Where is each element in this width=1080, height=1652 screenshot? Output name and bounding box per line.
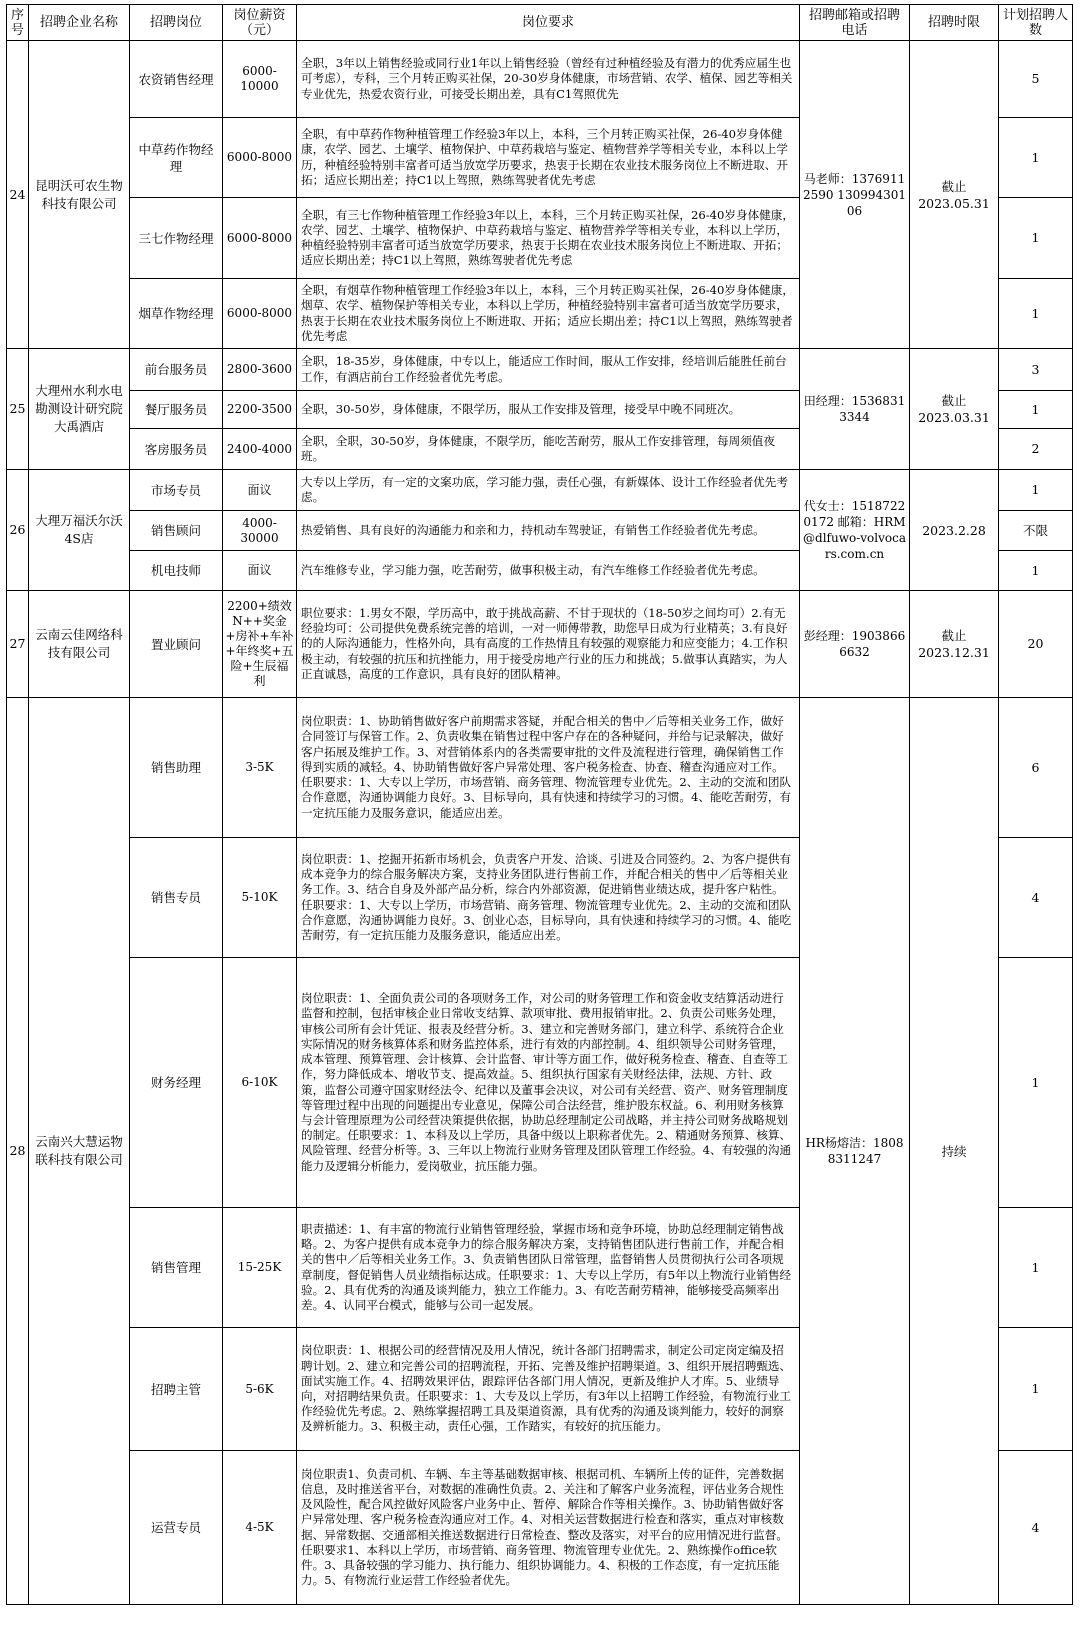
- position-title: 客房服务员: [130, 429, 223, 470]
- position-title: 餐厅服务员: [130, 391, 223, 429]
- salary: 2400-4000: [223, 429, 297, 470]
- contact: 马老师：13769112590 13099430106: [800, 41, 910, 349]
- position-title: 销售顾问: [130, 511, 223, 551]
- requirements: 岗位职责：1、挖掘开拓新市场机会，负责客户开发、洽谈、引进及合同签约。2、为客户提供有成本竞争力的综合服务解决方案，支持业务团队进行售前工作，并配合相关的售中／后等相关业务工作。3、结合自身及外部产品分析，综合内外部资源，促进销售业绩达成，提升客户粘性。任职要求：1、大专以上学历，市场营销、商务管理、物流管理专业优先。2、主动的交流和团队合作意愿，沟通协调能力良好。3、创业心态，目标导向，具有快速和持续学习的习惯。4、能吃苦耐劳，有一定抗压能力及服务意识，能适应出差。: [297, 838, 800, 958]
- salary: 4-5K: [223, 1451, 297, 1605]
- company-name: 大理州水利水电勘测设计研究院大禹酒店: [29, 349, 130, 470]
- hire-count: 1: [999, 118, 1073, 198]
- position-title: 财务经理: [130, 958, 223, 1208]
- requirements: 热爱销售、具有良好的沟通能力和亲和力，持机动车驾驶证，有销售工作经验者优先考虑。: [297, 511, 800, 551]
- requirements: 职责描述：1、有丰富的物流行业销售管理经验，掌握市场和竞争环境，协助总经理制定销售战略。2、为客户提供有成本竞争力的综合服务解决方案，支持销售团队进行售前工作，并配合相关的售中／后等相关业务工作。3、负责销售团队日常管理，监督销售人员贯彻执行公司各项规章制度，督促销售人员业绩指标达成。任职要求：1、大专以上学历，有5年以上物流行业销售经验。2、具有优秀的沟通及谈判能力，独立工作能力。3、有吃苦耐劳精神，能够接受高频率出差。4、认同平台模式，能够与公司一起发展。: [297, 1208, 800, 1328]
- hire-count: 1: [999, 279, 1073, 349]
- position-title: 农资销售经理: [130, 41, 223, 118]
- position-title: 市场专员: [130, 470, 223, 511]
- deadline: 截止2023.05.31: [910, 41, 999, 349]
- requirements: 全职，有三七作物种植管理工作经验3年以上，本科，三个月转正购买社保，26-40岁身体健康，农学、园艺、土壤学、植物保护、中草药栽培与鉴定、植物营养学等相关专业，本科以上学历，种植经验特别丰富者可适当放宽学历要求，热衷于长期在农业技术服务岗位上不断进取、开拓；适应长期出差；持C1以上驾照，熟练驾驶者优先考虑: [297, 198, 800, 279]
- salary: 6000-8000: [223, 198, 297, 279]
- hire-count: 6: [999, 698, 1073, 838]
- table-row: [7, 470, 1073, 511]
- hire-count: 20: [999, 591, 1073, 698]
- salary: 5-6K: [223, 1328, 297, 1451]
- salary: 2800-3600: [223, 349, 297, 391]
- salary: 面议: [223, 551, 297, 591]
- salary: 2200-3500: [223, 391, 297, 429]
- hire-count: 1: [999, 1208, 1073, 1328]
- hire-count: 1: [999, 198, 1073, 279]
- position-title: 中草药作物经理: [130, 118, 223, 198]
- hire-count: 1: [999, 551, 1073, 591]
- salary: 6000-8000: [223, 118, 297, 198]
- recruitment-table: [6, 4, 1073, 1605]
- requirements: 全职，3年以上销售经验或同行业1年以上销售经验（曾经有过种植经验及有潜力的优秀应届生也可考虑），专科，三个月转正购买社保，20-30岁身体健康，市场营销、农学、植保、园艺等相关专业优先，热爱农资行业，可接受长期出差，具有C1驾照优先: [297, 41, 800, 118]
- row-number: 27: [7, 591, 29, 698]
- salary: 15-25K: [223, 1208, 297, 1328]
- row-number: 28: [7, 698, 29, 1605]
- hire-count: 2: [999, 429, 1073, 470]
- hire-count: 1: [999, 958, 1073, 1208]
- table-row: [7, 591, 1073, 698]
- table-row: [7, 698, 1073, 838]
- contact: HR杨熔洁：18088311247: [800, 698, 910, 1605]
- position-title: 招聘主管: [130, 1328, 223, 1451]
- deadline: 2023.2.28: [910, 470, 999, 591]
- row-number: 26: [7, 470, 29, 591]
- header-position: 招聘岗位: [130, 5, 223, 41]
- company-name: 云南云佳网络科技有限公司: [29, 591, 130, 698]
- hire-count: 不限: [999, 511, 1073, 551]
- requirements: 岗位职责：1、全面负责公司的各项财务工作，对公司的财务管理工作和资金收支结算活动进行监督和控制，包括审核企业日常收支结算、款项审批、费用报销审批。2、负责公司账务处理，审核公司所有会计凭证、报表及经营分析。3、建立和完善财务部门，建立科学、系统符合企业实际情况的财务核算体系和财务监控体系，进行有效的内部控制。4、组织领导公司财务管理，成本管理、预算管理、会计核算、会计监督、审计等方面工作，做好税务检查、稽查、自查等工作，努力降低成本、增收节支、提高效益。5、组织执行国家有关财经法律，法规、方针、政策，监督公司遵守国家财经法令、纪律以及董事会决议，对公司有关经营、资产、财务管理制度等管理过程中出现的问题提出专业意见，保障公司合法经营，维护股东权益。6、利用财务核算与会计管理原理为公司经营决策提供依据，协助总经理制定公司战略，并主持公司财务战略规划的制定。任职要求：1、本科及以上学历，具备中级以上职称者优先。2、精通财务预算、核算、风险管理、经营分析等。3、三年以上物流行业财务管理及团队管理工作经验。4、有较强的沟通能力及逻辑分析能力，爱岗敬业，抗压能力强。: [297, 958, 800, 1208]
- position-title: 销售管理: [130, 1208, 223, 1328]
- position-title: 机电技师: [130, 551, 223, 591]
- requirements: 全职，全职，30-50岁，身体健康，不限学历，能吃苦耐劳，服从工作安排管理，每周须值夜班。: [297, 429, 800, 470]
- row-number: 24: [7, 41, 29, 349]
- hire-count: 5: [999, 41, 1073, 118]
- hire-count: 3: [999, 349, 1073, 391]
- hire-count: 1: [999, 391, 1073, 429]
- deadline: 持续: [910, 698, 999, 1605]
- position-title: 运营专员: [130, 1451, 223, 1605]
- salary: 面议: [223, 470, 297, 511]
- company-name: 大理万福沃尔沃4S店: [29, 470, 130, 591]
- company-name: 云南兴大慧运物联科技有限公司: [29, 698, 130, 1605]
- header-no: 序号: [7, 5, 29, 41]
- salary: 2200+绩效N++奖金+房补+车补+年终奖+五险+生辰福利: [223, 591, 297, 698]
- salary: 5-10K: [223, 838, 297, 958]
- salary: 6000-8000: [223, 279, 297, 349]
- hire-count: 4: [999, 838, 1073, 958]
- table-row: [7, 41, 1073, 118]
- deadline: 截止2023.12.31: [910, 591, 999, 698]
- position-title: 前台服务员: [130, 349, 223, 391]
- requirements: 职位要求：1.男女不限，学历高中，敢于挑战高薪、不甘于现状的（18-50岁之间均可）2.有无经验均可：公司提供免费系统完善的培训，一对一师傅带教，助您早日成为行业精英；3.有良好的的人际沟通能力，性格外向，具有高度的工作热情且有较强的观察能力和应变能力；4.工作积极主动，有较强的抗压和抗挫能力，用于接受房地产行业的压力和挑战；5.做事认真踏实，为人正直诚恳，高度的工作意识，具有良好的团队精神。: [297, 591, 800, 698]
- table-row: [7, 349, 1073, 391]
- hire-count: 1: [999, 1328, 1073, 1451]
- requirements: 全职，有烟草作物种植管理工作经验3年以上，本科，三个月转正购买社保，26-40岁身体健康，烟草、农学、植物保护等相关专业，本科以上学历，种植经验特别丰富者可适当放宽学历要求，热衷于长期在农业技术服务岗位上不断进取、开拓；适应长期出差；持C1以上驾照，熟练驾驶者优先考虑: [297, 279, 800, 349]
- position-title: 置业顾问: [130, 591, 223, 698]
- header-requirements: 岗位要求: [297, 5, 800, 41]
- requirements: 岗位职责1、负责司机、车辆、车主等基础数据审核、根据司机、车辆所上传的证件，完善数据信息，及时推送省平台，对数据的准确性负责。2、关注和了解客户业务流程，评估业务合规性及风险性，配合风控做好风险客户业务中止、暂停、解除合作等相关操作。3、协助销售做好客户异常处理、客户税务检查沟通应对工作。4、对相关运营数据进行检查和落实，重点对审核数据、异常数据、交通部相关推送数据进行日常检查、整改及落实，对平台的应用情况进行监督。任职要求1、本科以上学历，市场营销、商务管理、物流管理专业优先。2、熟练操作office软件。3、具备较强的学习能力、执行能力、组织协调能力。4、积极的工作态度，有一定抗压能力。5、有物流行业运营工作经验者优先。: [297, 1451, 800, 1605]
- requirements: 岗位职责：1、根据公司的经营情况及用人情况，统计各部门招聘需求，制定公司定岗定编及招聘计划。2、建立和完善公司的招聘流程，开拓、完善及维护招聘渠道。3、组织开展招聘甄选、面试实施工作。4、招聘效果评估，跟踪评估各部门用人情况，更新及维护人才库。5、业绩导向，对招聘结果负责。任职要求：1、大专及以上学历，有3年以上招聘工作经验，有物流行业工作经验优先考虑。2、熟练掌握招聘工具及渠道资源，具有优秀的沟通及谈判能力，较好的洞察及辨析能力。3、积极主动，责任心强，工作踏实，有较好的抗压能力。: [297, 1328, 800, 1451]
- hire-count: 1: [999, 470, 1073, 511]
- requirements: 全职，30-50岁，身体健康，不限学历，服从工作安排及管理，接受早中晚不同班次。: [297, 391, 800, 429]
- hire-count: 4: [999, 1451, 1073, 1605]
- deadline: 截止2023.03.31: [910, 349, 999, 470]
- salary: 4000-30000: [223, 511, 297, 551]
- position-title: 销售助理: [130, 698, 223, 838]
- position-title: 销售专员: [130, 838, 223, 958]
- header-salary: 岗位薪资（元）: [223, 5, 297, 41]
- header-company: 招聘企业名称: [29, 5, 130, 41]
- company-name: 昆明沃可农生物科技有限公司: [29, 41, 130, 349]
- contact: 代女士：15187220172 邮箱：HRM@dlfuwo-volvocars.com.cn: [800, 470, 910, 591]
- position-title: 烟草作物经理: [130, 279, 223, 349]
- header-deadline: 招聘时限: [910, 5, 999, 41]
- contact: 田经理：15368313344: [800, 349, 910, 470]
- requirements: 全职，18-35岁，身体健康，中专以上，能适应工作时间，服从工作安排，经培训后能胜任前台工作，有酒店前台工作经验者优先考虑。: [297, 349, 800, 391]
- salary: 3-5K: [223, 698, 297, 838]
- requirements: 岗位职责：1、协助销售做好客户前期需求答疑，并配合相关的售中／后等相关业务工作，做好合同签订与保管工作。2、负责收集在销售过程中客户存在的各种疑问，并给与记录解决，做好客户拓展及维护工作。3、对营销体系内的各类需要审批的文件及流程进行管理，确保销售工作得到实质的减轻。4、协助销售做好客户异常处理、客户税务检查、协查、稽查沟通应对工作。任职要求：1、大专以上学历，市场营销、商务管理、物流管理专业优先。2、主动的交流和团队合作意愿，沟通协调能力良好。3、目标导向，具有快速和持续学习的习惯。4、能吃苦耐劳，有一定抗压能力及服务意识，能适应出差。: [297, 698, 800, 838]
- header-count: 计划招聘人数: [999, 5, 1073, 41]
- requirements: 汽车维修专业，学习能力强，吃苦耐劳，做事积极主动，有汽车维修工作经验者优先考虑。: [297, 551, 800, 591]
- position-title: 三七作物经理: [130, 198, 223, 279]
- salary: 6000-10000: [223, 41, 297, 118]
- contact: 彭经理：19038666632: [800, 591, 910, 698]
- header-contact: 招聘邮箱或招聘电话: [800, 5, 910, 41]
- salary: 6-10K: [223, 958, 297, 1208]
- header-row: [7, 5, 1073, 41]
- requirements: 大专以上学历，有一定的文案功底，学习能力强，责任心强，有新媒体、设计工作经验者优先考虑。: [297, 470, 800, 511]
- row-number: 25: [7, 349, 29, 470]
- requirements: 全职，有中草药作物种植管理工作经验3年以上，本科，三个月转正购买社保，26-40岁身体健康，农学、园艺、土壤学、植物保护、中草药栽培与鉴定、植物营养学等相关专业，本科以上学历，种植经验特别丰富者可适当放宽学历要求，热衷于长期在农业技术服务岗位上不断进取、开拓；适应长期出差；持C1以上驾照，熟练驾驶者优先考虑: [297, 118, 800, 198]
